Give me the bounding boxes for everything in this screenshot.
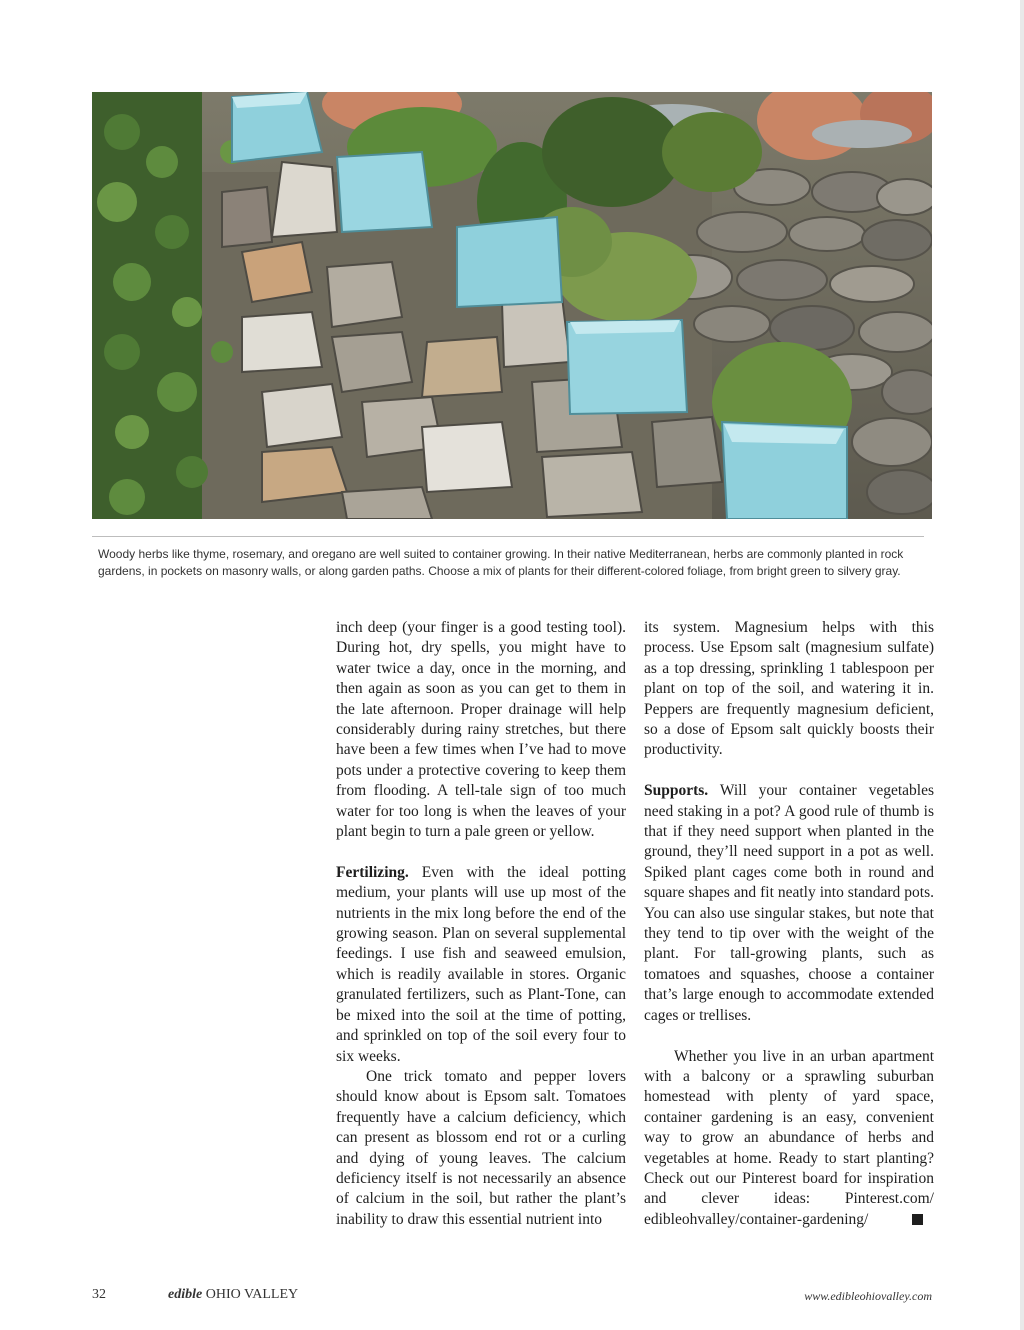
paragraph-conclusion	[644, 1047, 934, 1231]
magazine-name-italic: edible	[168, 1287, 203, 1302]
paragraph-watering: inch deep (your finger is a good testing tool). During hot, dry spells, you might have to water twice a day, once in the morning, and then again as soon as you can get to them in the late afternoon. Proper drainage will help considerably during rainy stretches, but there have been a few times when I’ve had to move pots under a protective covering to keep them from flooding. A tell-tale sign of too much water for too long is when the leaves of your plant begin to turn a pale green or yellow.	[336, 619, 626, 841]
paragraph-supports	[644, 781, 934, 1026]
body-column-right	[644, 618, 934, 1230]
end-of-article-mark	[912, 1214, 923, 1225]
photo-caption: Woody herbs like thyme, rosemary, and oregano are well suited to container growing. In their native Mediterranean, herbs are commonly planted in rock gardens, in pockets on masonry walls, or along garden paths. Choose a mix of plants for their different-colored foliage, from bright green to silvery gray.	[98, 547, 904, 578]
magazine-name-region: OHIO VALLEY	[205, 1287, 299, 1302]
caption-rule	[92, 536, 924, 537]
paragraph-fertilizing	[336, 863, 626, 1067]
page-edge	[1020, 0, 1024, 1330]
heading-fertilizing: Fertilizing.	[336, 863, 409, 881]
body-column-left	[336, 618, 626, 1230]
paragraph-epsom-salt: One trick tomato and pepper lovers should know about is Epsom salt. Tomatoes frequently have a calcium deficiency, which can present as blossom end rot or a curling and dying of young leaves. The calcium deficiency itself is not necessarily an absence of calcium in the soil, but rather the plant’s inability to draw this essential nutrient into	[336, 1067, 626, 1228]
heading-supports: Supports.	[644, 782, 709, 800]
supports-text: Will your container vegetables need staking in a pot? A good rule of thumb is that if they need support when planted in the ground, they’ll need support in a pot as well. Spiked plant cages come both in round and square shapes and fit neatly into standard pots. You can also use singular stakes, but note that they tend to tip over with the weight of the plant. For tall-growing plants, such as tomatoes and squashes, choose a container that’s large enough to accommodate extended cages or trellises.	[644, 782, 934, 1024]
herb-wall-illustration	[92, 92, 932, 519]
fertilizing-text: Even with the ideal potting medium, your plants will use up most of the nutrients in the mix long before the end of the growing season. Plan on several supplemental feedings. I use fish and seaweed emulsion, which is readily available in stores. Organic granulated fertilizers, such as Plant-Tone, can be mixed into the soil at the time of potting, and sprinkled on top of the soil every four to six weeks.	[336, 863, 627, 1065]
magazine-name	[168, 1287, 298, 1303]
conclusion-text: Whether you live in an urban apartment with a balcony or a sprawling suburban homestead with plenty of yard space, container gardening is an easy, convenient way to grow an abundance of herbs and vegetables at home. Ready to start planting? Check out our Pinterest board for inspiration and clever ideas: Pinterest.com/ edibleohvalley/container-gardening/	[644, 1047, 934, 1228]
herb-wall-photo	[92, 92, 932, 519]
paragraph-magnesium: its system. Magnesium helps with this process. Use Epsom salt (magnesium sulfate) as a top dressing, sprinkling 1 tablespoon per plant on top of the soil, and watering it in. Peppers are frequently magnesium deficient, so a dose of Epsom salt quickly boosts their productivity.	[644, 619, 934, 759]
footer-url: www.edibleohiovalley.com	[804, 1289, 932, 1303]
page-number: 32	[92, 1287, 106, 1302]
